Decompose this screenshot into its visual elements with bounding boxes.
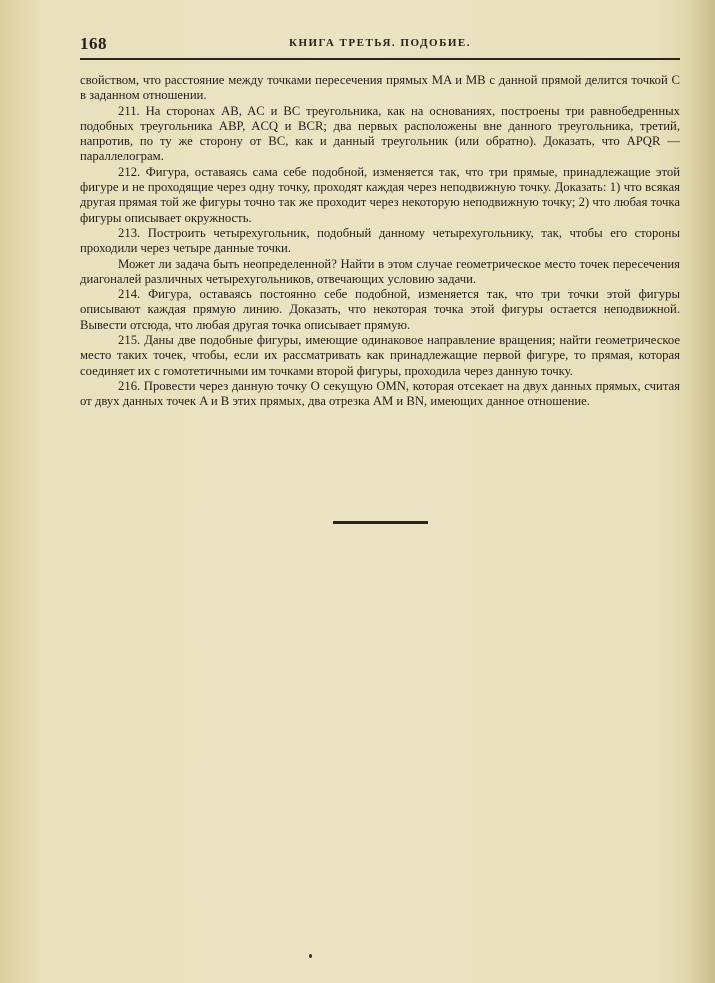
running-head: КНИГА ТРЕТЬЯ. ПОДОБИЕ.	[288, 37, 472, 49]
page-number: 168	[80, 34, 107, 53]
problem-213: 213. Построить четырехугольник, подобный данному четырехугольнику, так, чтобы его стороны проходили через четыре данные точки.	[80, 225, 680, 256]
problem-211: 211. На сторонах AB, AC и BC треугольника, как на основаниях, построены три равнобедренных подобных треугольника ABP, ACQ и BCR; два первых расположены вне данного треугольника, третий, напротив, по ту же сторону от BC, как и данный треугольник (или обратно). Доказать, что APQR — параллелограм.	[80, 103, 680, 164]
problem-216: 216. Провести через данную точку O секущую OMN, которая отсекает на двух данных прямых, считая от двух данных точек A и B этих прямых, два отрезка AM и BN, имеющих данное отношение.	[80, 378, 680, 409]
section-end-rule	[333, 521, 428, 524]
page-edge-shadow	[685, 0, 715, 983]
body-text	[80, 73, 680, 410]
paragraph-continuation: свойством, что расстояние между точками пересечения прямых MA и MB с данной прямой делится точкой C в заданном отношении.	[80, 73, 680, 103]
header-rule	[80, 58, 680, 60]
paper-speck	[309, 954, 312, 958]
problem-212: 212. Фигура, оставаясь сама себе подобной, изменяется так, что три прямые, принадлежащие этой фигуре и не проходящие через одну точку, проходят каждая через неподвижную точку. Доказать: 1) что всякая другая прямая той же фигуры точно так же проходит через некоторую неподвижную точку; 2) что любая точка фигуры описывает окружность.	[80, 164, 680, 225]
page-header	[80, 34, 680, 58]
problem-215: 215. Даны две подобные фигуры, имеющие одинаковое направление вращения; найти геометрическое место таких точек, чтобы, если их рассматривать как принадлежащие первой фигуре, то прямая, которая соединяет их с гомотетичными им точками второй фигуры, проходила через данную точку.	[80, 333, 680, 378]
problem-214: 214. Фигура, оставаясь постоянно себе подобной, изменяется так, что три точки этой фигуры описывают каждая прямую линию. Доказать, что некоторая точка этой фигуры остается неподвижной. Вывести отсюда, что любая другая точка описывает прямую.	[80, 287, 680, 332]
problem-213-note: Может ли задача быть неопределенной? Найти в этом случае геометрическое место точек пересечения диагоналей различных четырехугольников, отвечающих условию задачи.	[80, 256, 680, 286]
